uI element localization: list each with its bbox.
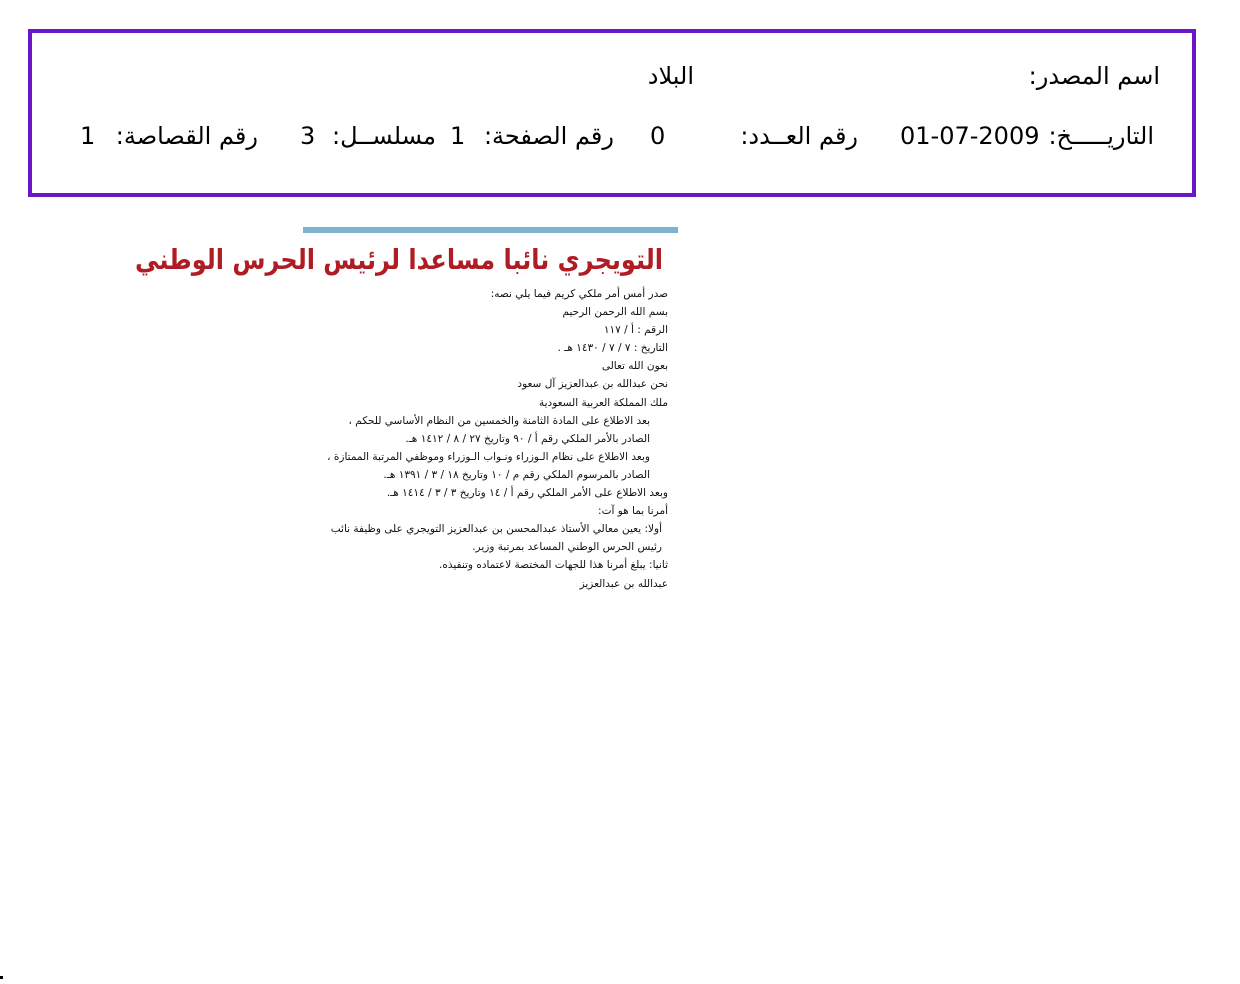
issue-label: رقم العــدد: [740,122,858,150]
clipping-line: نحن عبدالله بن عبدالعزيز آل سعود [517,378,668,391]
clipping-line: بعون الله تعالى [601,360,668,373]
source-value: البلاد [647,62,694,90]
clipping-paragraph: وبعد الاطلاع على نظام الـوزراء ونـواب الـوزراء وموظفي المرتبة الممتازة ، الصادر بالمرسوم الملكي رقم م / ١٠ وتاريخ ١٨ / ٣ / ١٣٩١ هـ. [327,450,650,481]
clipping-line: ملك المملكة العربية السعودية [538,396,668,409]
serial-label: مسلســل: [332,122,436,150]
header-box [28,29,1196,197]
issue-value: 0 [650,122,666,150]
clipping-line: أمرنا بما هو آت: [598,505,668,518]
newspaper-clipping [135,227,678,597]
clipping-line: ثانيا: يبلغ أمرنا هذا للجهات المختصة لاعتماده وتنفيذه. [439,559,668,572]
date-label: التاريـــــخ: [1048,122,1154,150]
clipping-body [318,285,668,593]
page-label: رقم الصفحة: [483,122,614,150]
scan-mark [0,976,3,979]
clipping-line: صدر أمس أمر ملكي كريم فيما يلي نصه: [490,288,668,300]
clipping-line: بسم الله الرحمن الرحيم [562,306,668,319]
clipping-paragraph: أولا: يعين معالي الأستاذ عبدالمحسن بن عبدالعزيز التويجري على وظيفة نائب رئيس الحرس الوطني المساعد بمرتبة وزير. [330,523,662,554]
serial-value: 3 [300,122,316,150]
clipping-line: الرقم : أ / ١١٧ [603,324,668,337]
clip-value: 1 [80,122,96,150]
clipping-line: التاريخ : ٧ / ٧ / ١٤٣٠ هـ . [557,342,668,355]
clipping-top-bar [303,227,678,233]
clipping-signature: عبدالله بن عبدالعزيز [579,577,668,590]
clip-label: رقم القصاصة: [115,122,258,150]
clipping-paragraph: بعد الاطلاع على المادة الثامنة والخمسين من النظام الأساسي للحكم ، الصادر بالأمر الملكي رقم أ / ٩٠ وتاريخ ٢٧ / ٨ / ١٤١٢ هـ. [348,414,650,445]
date-value: 01-07-2009 [900,122,1040,150]
page-value: 1 [450,122,466,150]
clipping-line: وبعد الاطلاع على الأمر الملكي رقم أ / ١٤ وتاريخ ٣ / ٣ / ١٤١٤ هـ. [386,487,668,500]
source-label: اسم المصدر: [1028,62,1160,90]
clipping-headline: التويجري نائبا مساعدا لرئيس الحرس الوطني [135,243,663,277]
